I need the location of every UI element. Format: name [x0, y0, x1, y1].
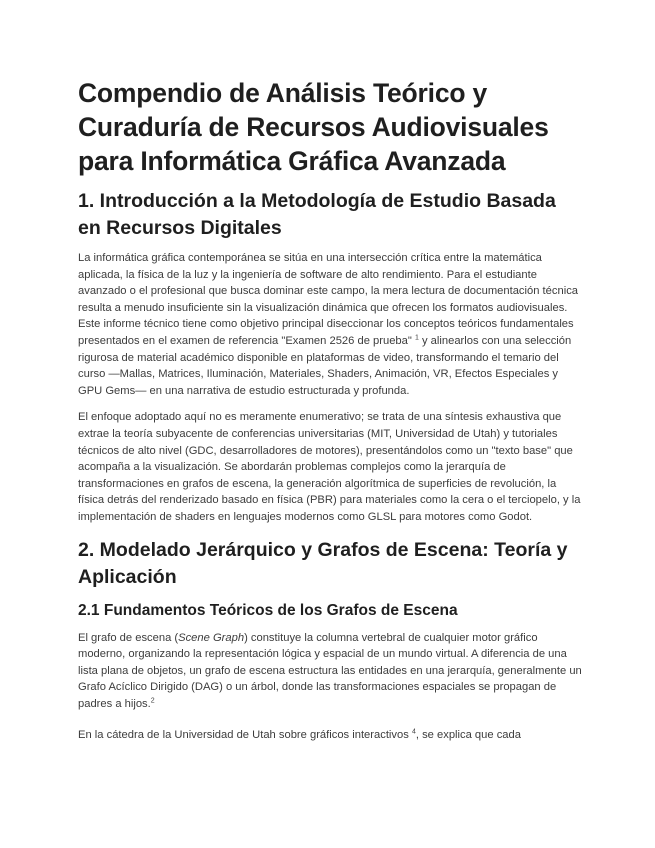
document-title: Compendio de Análisis Teórico y Curaduría de Recursos Audiovisuales para Informática Gráfica Avanzada [78, 78, 549, 176]
footnote-ref-1[interactable]: 1 [414, 334, 419, 342]
paragraph-enfoque: El enfoque adoptado aquí no es meramente enumerativo; se trata de una síntesis exhaustiva que extrae la teoría subyacente de conferencias universitarias (MIT, Universidad de Utah) y tutoriales técnicos de alto nivel (GDC, desarrolladores de motores), presentándolos como un "texto base" que acompaña a la visualización. Se abordarán problemas complejos como la jerarquía de transformaciones en grafos de escena, la generación algorítmica de superficies de revolución, la física detrás del renderizado basado en física (PBR) para materiales como la cera o el terciopelo, y la implementación de shaders en lenguajes modernos como GLSL para motores como Godot. [78, 411, 581, 523]
footnote-ref-4[interactable]: 4 [411, 728, 416, 736]
paragraph-text: El grafo de escena ( [78, 631, 179, 644]
subsection-heading-fundamentos: 2.1 Fundamentos Teóricos de los Grafos de Escena [78, 601, 458, 619]
italic-term: Scene Graph [178, 631, 245, 644]
section-heading-modelado: 2. Modelado Jerárquico y Grafos de Escena: Teoría y Aplicación [78, 538, 568, 588]
paragraph-text: ) constituye la columna vertebral de cualquier motor gráfico moderno, organizando la representación lógica y espacial de un mundo virtual. A diferencia de una lista plana de objetos, un grafo de escena estructura las entidades en una jerarquía, generalmente un Grafo Acíclico Dirigido (DAG) o un árbol, donde las transformaciones espaciales se propagan de padres a hijos. [78, 631, 582, 710]
paragraph-grafo-escena [78, 630, 583, 713]
paragraph-text: En la cátedra de la Universidad de Utah sobre gráficos interactivos [78, 729, 409, 742]
paragraph-intro [78, 250, 583, 399]
paragraph-text: , se explica que cada [415, 729, 521, 742]
paragraph-text: y alinearlos con una selección rigurosa de material académico disponible en plataformas de video, transformando el temario del curso —Mallas, Matrices, Iluminación, Materiales, Shaders, Animación, VR, Efectos Especiales y GPU Gems— en una narrativa de estudio estructurada y profunda. [78, 334, 572, 397]
section-heading-introduccion: 1. Introducción a la Metodología de Estudio Basada en Recursos Digitales [78, 190, 556, 239]
paragraph-text: La informática gráfica contemporánea se sitúa en una intersección crítica entre la matemática aplicada, la física de la luz y la ingeniería de software de alto rendimiento. Para el estudiante avanzado o el profesional que busca dominar este campo, la mera lectura de documentación técnica resulta a menudo insuficiente sin la visualización dinámica que ofrecen los formatos audiovisuales. Este informe técnico tiene como objetivo principal diseccionar los conceptos teóricos fundamentales presentados en el examen de referencia "Examen 2526 de prueba" [78, 252, 579, 347]
paragraph-utah [78, 727, 583, 744]
footnote-ref-2[interactable]: 2 [150, 697, 155, 705]
